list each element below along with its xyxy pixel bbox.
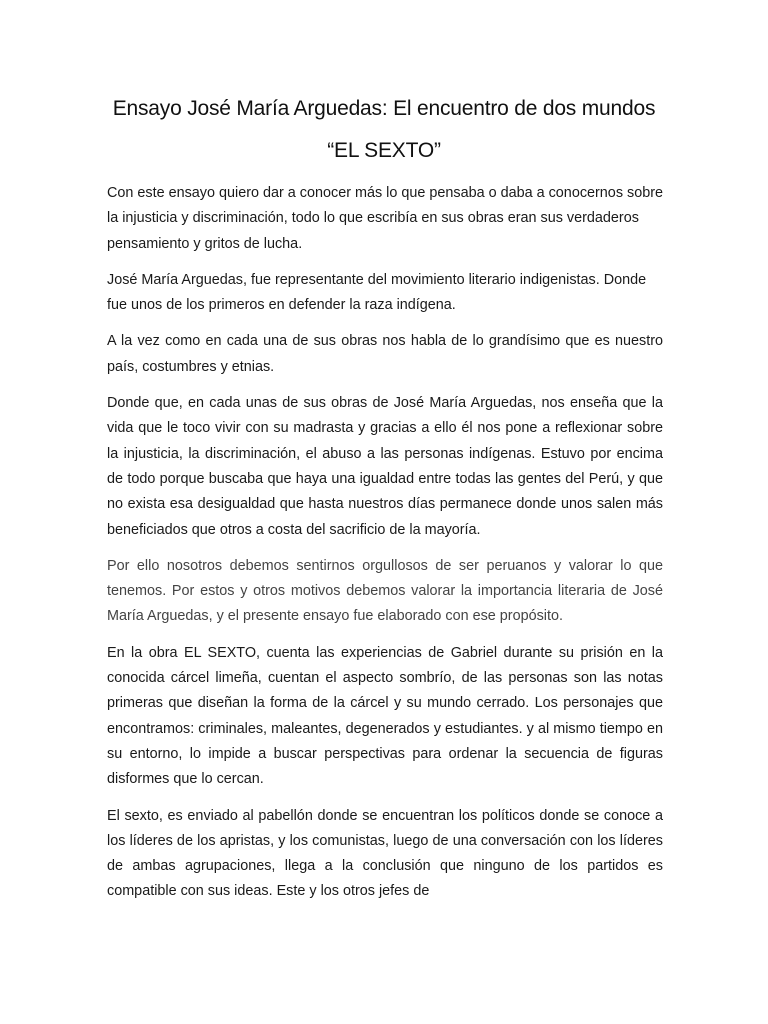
paragraph-pride: Por ello nosotros debemos sentirnos orgullosos de ser peruanos y valorar lo que tenemos. Por estos y otros motivos debemos valorar la importancia literaria de José María Arguedas, y el presente ensayo fue elaborado con ese propósito. [107, 557, 663, 625]
paragraph-representative: José María Arguedas, fue representante del movimiento literario indigenistas. Donde fue unos de los primeros en defender la raza indígena. [107, 271, 647, 314]
document-title: Ensayo José María Arguedas: El encuentro de dos mundos “EL SEXTO” [112, 97, 656, 162]
paragraph-el-sexto: En la obra EL SEXTO, cuenta las experiencias de Gabriel durante su prisión en la conocida cárcel limeña, cuentan el aspecto sombrío, de las personas son las notas primeras que diseñan la forma de la cárcel y su mundo cerrado. Los personajes que encontramos: criminales, maleantes, degenerados y estudiantes. y al mismo tiempo en su entorno, lo impide a buscar perspectivas para ordenar la secuencia de figuras disformes que lo cercan. [107, 644, 663, 788]
paragraph-country: A la vez como en cada una de sus obras nos habla de lo grandísimo que es nuestro país, costumbres y etnias. [107, 333, 663, 375]
document-body [107, 181, 663, 916]
paragraph-intro: Con este ensayo quiero dar a conocer más lo que pensaba o daba a conocernos sobre la injusticia y discriminación, todo lo que escribía en sus obras eran sus verdaderos pensamiento y gritos de lucha. [107, 185, 664, 252]
paragraph-injustice: Donde que, en cada unas de sus obras de José María Arguedas, nos enseña que la vida que le toco vivir con su madrasta y gracias a ello él nos pone a reflexionar sobre la injusticia, la discriminación, el abuso a las personas indígenas. Estuvo por encima de todo porque buscaba que haya una igualdad entre todas las gentes del Perú, y que no exista esa desigualdad que hasta nuestros días permanece donde unos salen más beneficiados que otros a costa del sacrificio de la mayoría. [107, 395, 663, 538]
paragraph-political-pavilion: El sexto, es enviado al pabellón donde se encuentran los políticos donde se conoce a los líderes de los apristas, y los comunistas, luego de una conversación con los líderes de ambas agrupaciones, llega a la conclusión que ninguno de los partidos es compatible con sus ideas. Este y los otros jefes de [107, 807, 663, 900]
